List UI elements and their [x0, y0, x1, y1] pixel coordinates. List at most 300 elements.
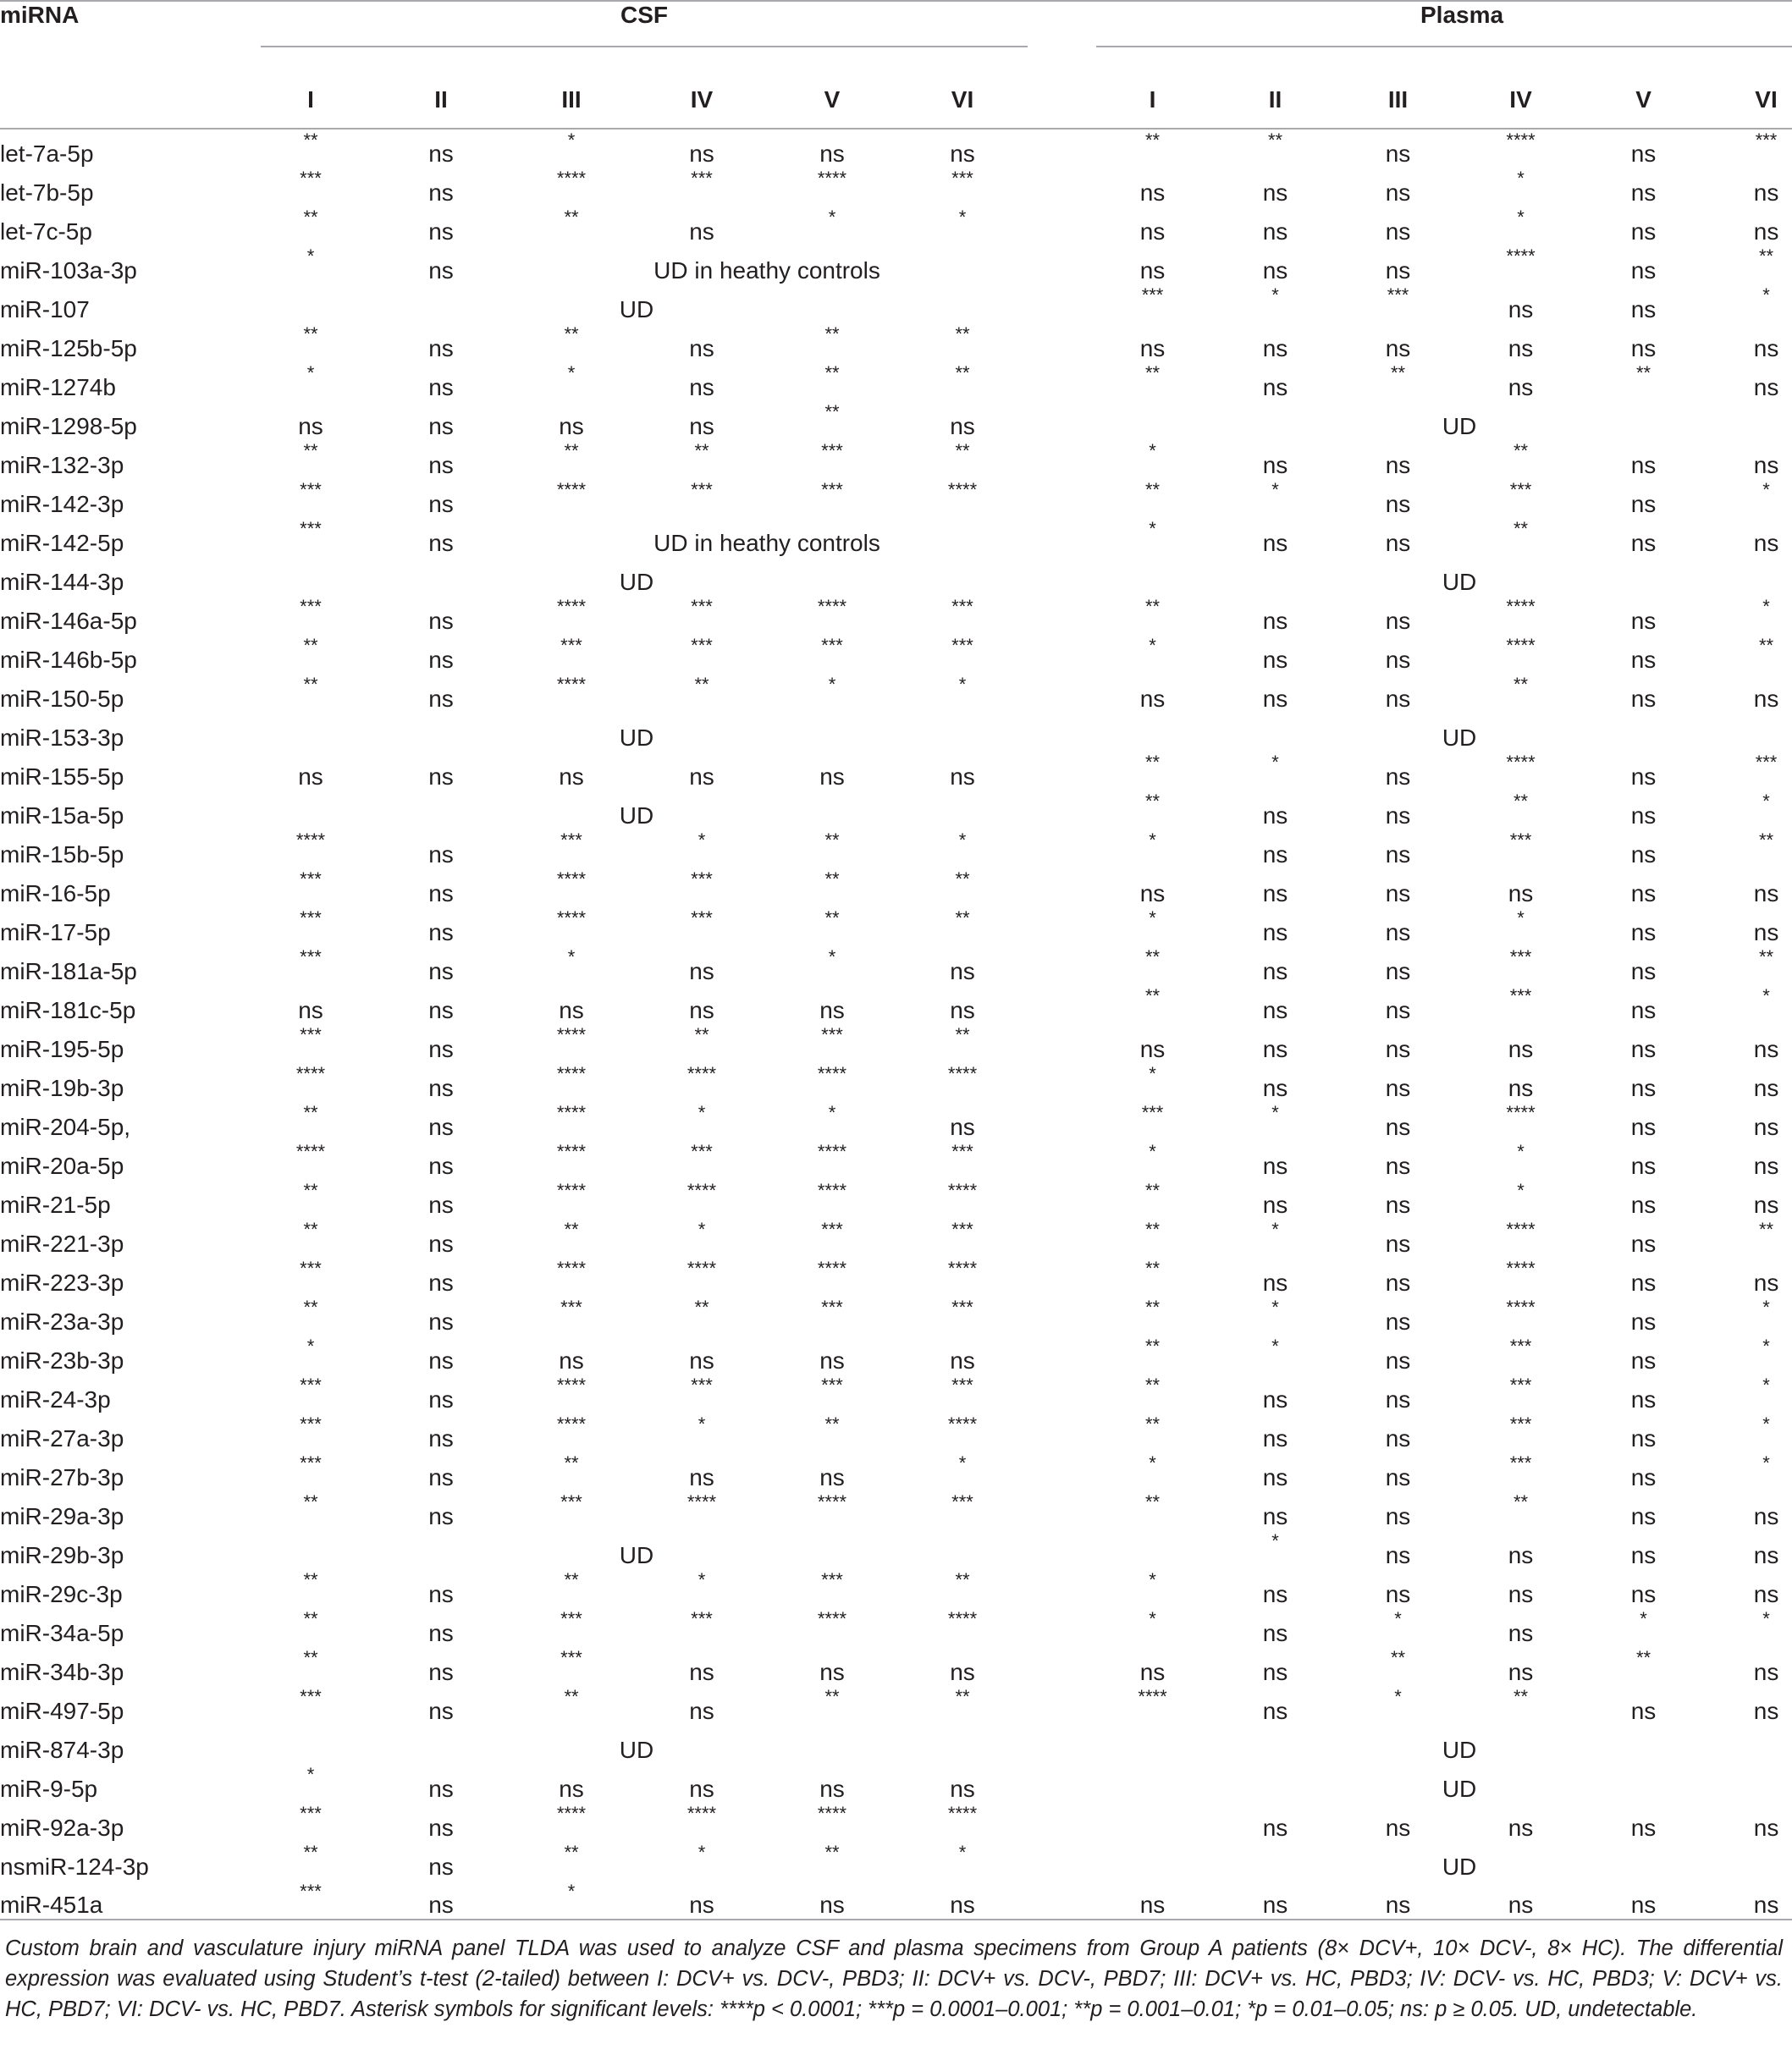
plasma-significance-cell: ns	[1630, 179, 1657, 206]
table-body	[0, 129, 1792, 1920]
csf-significance-cell: ****	[556, 1413, 587, 1435]
plasma-significance-cell: ns	[1753, 1192, 1779, 1218]
table-row	[0, 1491, 1792, 1530]
csf-significance-cell: ***	[691, 168, 713, 189]
csf-significance-cell: ***	[951, 168, 973, 189]
plasma-significance-cell: ns	[1385, 686, 1411, 712]
csf-significance-cell: **	[303, 635, 318, 656]
csf-significance-cell: ****	[556, 1141, 587, 1162]
csf-significance-cell: **	[564, 1686, 579, 1707]
group-gap	[1028, 1842, 1091, 1881]
plasma-significance-cell: ns	[1753, 686, 1779, 712]
csf-significance-cell: ns	[428, 1659, 454, 1685]
plasma-significance-cell: ns	[1630, 335, 1657, 361]
plasma-significance-cell: *	[1762, 985, 1770, 1006]
table-row	[0, 1102, 1792, 1141]
plasma-significance-cell: ns	[1630, 1308, 1657, 1335]
csf-significance-cell: **	[303, 323, 318, 344]
plasma-significance-cell: ns	[1753, 1503, 1779, 1529]
csf-significance-cell: ****	[295, 1063, 326, 1084]
csf-significance-cell: ns	[559, 1776, 584, 1802]
csf-significance-cell: **	[955, 1569, 970, 1590]
plasma-significance-cell: ns	[1753, 1270, 1779, 1296]
csf-significance-cell: ns	[428, 530, 454, 556]
table-row	[0, 635, 1792, 674]
csf-significance-cell: ***	[300, 1881, 322, 1902]
csf-significance-cell: **	[564, 207, 579, 228]
plasma-significance-cell: ns	[1385, 452, 1411, 478]
csf-significance-cell: ****	[947, 479, 978, 500]
csf-significance-cell: ns	[689, 140, 714, 167]
csf-significance-cell: **	[303, 1608, 318, 1629]
csf-significance-cell: **	[955, 868, 970, 890]
plasma-significance-cell: ns	[1385, 1114, 1411, 1140]
plasma-significance-cell: ns	[1385, 1347, 1411, 1374]
csf-significance-cell: **	[824, 907, 840, 928]
table-row	[0, 1764, 1792, 1803]
plasma-significance-cell: ns	[1508, 1581, 1534, 1607]
plasma-significance-cell: *	[1394, 1608, 1402, 1629]
csf-significance-cell: ****	[556, 674, 587, 695]
plasma-significance-cell: ns	[1262, 608, 1288, 634]
csf-significance-cell: **	[303, 1491, 318, 1512]
csf-significance-cell: ***	[821, 1219, 843, 1240]
csf-significance-cell: *	[958, 1842, 967, 1863]
plasma-significance-cell: *	[1762, 1297, 1770, 1318]
csf-undetectable-cell: UD	[619, 1542, 654, 1568]
plasma-significance-cell: ns	[1753, 335, 1779, 361]
csf-significance-cell: ns	[819, 1892, 845, 1918]
plasma-significance-cell: ***	[1509, 985, 1532, 1006]
csf-significance-cell: ***	[951, 596, 973, 617]
csf-significance-cell: ns	[428, 1425, 454, 1452]
plasma-significance-cell: ns	[1753, 1892, 1779, 1918]
csf-significance-cell: ns	[428, 1192, 454, 1218]
plasma-significance-cell: ns	[1262, 179, 1288, 206]
plasma-significance-cell: ns	[1753, 880, 1779, 906]
table-row	[0, 596, 1792, 635]
csf-significance-cell: **	[303, 1219, 318, 1240]
plasma-significance-cell: *	[1517, 168, 1525, 189]
csf-significance-cell: ***	[821, 1569, 843, 1590]
plasma-significance-cell: ns	[1139, 335, 1166, 361]
mirna-name: nsmiR-124-3p	[0, 1854, 149, 1880]
plasma-significance-cell: ns	[1139, 1892, 1166, 1918]
plasma-significance-cell: ns	[1139, 686, 1166, 712]
csf-significance-cell: ns	[428, 1698, 454, 1724]
csf-significance-cell: ****	[686, 1491, 717, 1512]
csf-significance-cell: ns	[298, 763, 323, 790]
plasma-significance-cell: **	[1144, 1258, 1161, 1279]
csf-significance-cell: ****	[556, 907, 587, 928]
csf-significance-cell: ****	[556, 1180, 587, 1201]
plasma-significance-cell: ns	[1385, 140, 1411, 167]
plasma-significance-cell: ns	[1385, 763, 1411, 790]
plasma-significance-cell: *	[1762, 1413, 1770, 1435]
csf-significance-cell: ns	[428, 958, 454, 984]
csf-significance-cell: ns	[950, 413, 975, 439]
mirna-name: miR-497-5p	[0, 1698, 124, 1724]
group-gap	[1028, 1, 1091, 69]
group-gap	[1028, 440, 1091, 479]
plasma-significance-cell: ns	[1262, 841, 1288, 868]
table-row	[0, 1569, 1792, 1608]
mirna-name: miR-23a-3p	[0, 1308, 124, 1335]
group-gap	[1028, 635, 1091, 674]
mirna-name: miR-146a-5p	[0, 608, 137, 634]
plasma-significance-cell: ns	[1508, 1542, 1534, 1568]
csf-significance-cell: ***	[300, 1375, 322, 1396]
mirna-name: miR-24-3p	[0, 1386, 111, 1413]
plasma-significance-cell: ***	[1509, 1452, 1532, 1474]
csf-significance-cell: *	[828, 674, 836, 695]
plasma-significance-cell: *	[1149, 440, 1156, 461]
plasma-significance-cell: *	[1762, 479, 1770, 500]
plasma-significance-cell: ns	[1385, 335, 1411, 361]
mirna-name: miR-103a-3p	[0, 257, 137, 284]
plasma-significance-cell: *	[1762, 284, 1770, 306]
plasma-significance-cell: ns	[1630, 1114, 1657, 1140]
mirna-name: miR-29c-3p	[0, 1581, 123, 1607]
plasma-significance-cell: ns	[1385, 179, 1411, 206]
csf-significance-cell: ns	[559, 763, 584, 790]
csf-significance-cell: ns	[819, 997, 845, 1023]
csf-significance-cell: ns	[950, 1659, 975, 1685]
plasma-significance-cell: ns	[1753, 1114, 1779, 1140]
csf-significance-cell: ****	[817, 1608, 847, 1629]
csf-significance-cell: *	[306, 245, 315, 267]
plasma-significance-cell: ns	[1385, 257, 1411, 284]
csf-significance-cell: ***	[300, 168, 322, 189]
mirna-name: miR-181c-5p	[0, 997, 136, 1023]
plasma-significance-cell: ns	[1385, 1815, 1411, 1841]
mirna-name: miR-155-5p	[0, 763, 124, 790]
csf-significance-cell: ns	[689, 997, 714, 1023]
csf-significance-cell: ***	[300, 1686, 322, 1707]
mirna-name: miR-451a	[0, 1892, 103, 1918]
plasma-significance-cell: ****	[1506, 245, 1536, 267]
csf-significance-cell: ns	[689, 1698, 714, 1724]
plasma-significance-cell: *	[1149, 829, 1156, 851]
mirna-name: miR-204-5p,	[0, 1114, 131, 1140]
plasma-significance-cell: **	[1513, 1491, 1529, 1512]
mirna-name: miR-34b-3p	[0, 1659, 124, 1685]
plasma-comparison-header: IV	[1509, 86, 1532, 113]
mirna-name: miR-874-3p	[0, 1737, 124, 1763]
csf-comparison-header: IV	[690, 86, 714, 113]
table-row	[0, 1608, 1792, 1647]
csf-significance-cell: ns	[428, 647, 454, 673]
plasma-significance-cell: *	[1149, 1608, 1156, 1629]
plasma-significance-cell: ns	[1630, 452, 1657, 478]
csf-significance-cell: *	[698, 1102, 706, 1123]
csf-significance-cell: **	[694, 674, 709, 695]
csf-significance-cell: **	[303, 674, 318, 695]
plasma-significance-cell: *	[1271, 284, 1279, 306]
csf-significance-cell: ***	[951, 635, 973, 656]
csf-significance-cell: ns	[819, 140, 845, 167]
group-gap	[1028, 1569, 1091, 1608]
table-row	[0, 713, 1792, 752]
table-row	[0, 401, 1792, 440]
plasma-significance-cell: ns	[1630, 686, 1657, 712]
plasma-significance-cell: ns	[1630, 1581, 1657, 1607]
csf-significance-cell: **	[564, 1842, 579, 1863]
plasma-significance-cell: ns	[1508, 1036, 1534, 1062]
table-row	[0, 829, 1792, 868]
csf-significance-cell: ns	[950, 763, 975, 790]
plasma-significance-cell: **	[1758, 245, 1774, 267]
csf-significance-cell: ns	[428, 1815, 454, 1841]
group-gap	[1028, 1336, 1091, 1375]
plasma-significance-cell: ns	[1262, 1386, 1288, 1413]
csf-significance-cell: ns	[428, 1503, 454, 1529]
plasma-significance-cell: ***	[1755, 752, 1778, 773]
csf-significance-cell: **	[955, 1024, 970, 1045]
group-gap	[1028, 868, 1091, 907]
plasma-significance-cell: ns	[1630, 140, 1657, 167]
plasma-significance-cell: ns	[1508, 1620, 1534, 1646]
plasma-significance-cell: ****	[1506, 752, 1536, 773]
plasma-significance-cell: *	[1271, 1297, 1279, 1318]
plasma-undetectable-cell: UD	[1442, 1854, 1477, 1880]
csf-significance-cell: ****	[947, 1413, 978, 1435]
group-gap	[1028, 1024, 1091, 1063]
mirna-name: miR-181a-5p	[0, 958, 137, 984]
plasma-significance-cell: ns	[1630, 647, 1657, 673]
plasma-comparison-header: II	[1268, 86, 1282, 113]
csf-undetectable-cell: UD	[619, 569, 654, 595]
csf-significance-cell: ns	[689, 1892, 714, 1918]
group-gap	[1028, 946, 1091, 985]
plasma-significance-cell: ns	[1262, 1581, 1288, 1607]
plasma-significance-cell: **	[1144, 1413, 1161, 1435]
plasma-significance-cell: ns	[1753, 374, 1779, 400]
csf-significance-cell: ns	[428, 1347, 454, 1374]
plasma-significance-cell: ns	[1385, 997, 1411, 1023]
csf-significance-cell: **	[564, 1452, 579, 1474]
csf-significance-cell: ***	[300, 1024, 322, 1045]
mirna-name: miR-142-3p	[0, 491, 124, 517]
csf-significance-cell: ***	[300, 596, 322, 617]
plasma-significance-cell: ****	[1506, 1219, 1536, 1240]
csf-significance-cell: ****	[686, 1803, 717, 1824]
csf-significance-cell: *	[567, 362, 576, 383]
csf-significance-cell: **	[303, 1102, 318, 1123]
plasma-significance-cell: ***	[1509, 946, 1532, 967]
csf-significance-cell: ns	[689, 1776, 714, 1802]
csf-significance-cell: ns	[428, 1620, 454, 1646]
plasma-group-header	[1091, 1, 1792, 69]
csf-significance-cell: ****	[556, 1024, 587, 1045]
csf-significance-cell: *	[306, 1336, 315, 1357]
table-row	[0, 440, 1792, 479]
plasma-significance-cell: *	[1762, 1608, 1770, 1629]
csf-significance-cell: ****	[947, 1803, 978, 1824]
plasma-significance-cell: *	[1762, 1375, 1770, 1396]
group-gap	[1028, 129, 1091, 168]
group-gap	[1028, 69, 1091, 129]
csf-significance-cell: **	[694, 1024, 709, 1045]
plasma-significance-cell: ns	[1385, 1386, 1411, 1413]
table-row	[0, 1725, 1792, 1764]
plasma-significance-cell: ***	[1141, 284, 1164, 306]
csf-significance-cell: **	[303, 440, 318, 461]
mirna-name: miR-20a-5p	[0, 1153, 124, 1179]
csf-significance-cell: ns	[559, 1347, 584, 1374]
plasma-significance-cell: ns	[1262, 1153, 1288, 1179]
plasma-significance-cell: ns	[1262, 958, 1288, 984]
plasma-significance-cell: *	[1517, 907, 1525, 928]
table-row	[0, 362, 1792, 401]
plasma-significance-cell: ns	[1262, 452, 1288, 478]
plasma-significance-cell: ns	[1508, 296, 1534, 322]
group-gap	[1028, 674, 1091, 713]
plasma-significance-cell: **	[1758, 946, 1774, 967]
plasma-significance-cell: ns	[1630, 1425, 1657, 1452]
plasma-significance-cell: ns	[1508, 374, 1534, 400]
plasma-significance-cell: ns	[1139, 1659, 1166, 1685]
csf-significance-cell: *	[698, 1569, 706, 1590]
csf-significance-cell: *	[698, 1842, 706, 1863]
csf-significance-cell: ***	[951, 1219, 973, 1240]
mirna-name: miR-19b-3p	[0, 1075, 124, 1101]
csf-significance-cell: **	[824, 401, 840, 422]
csf-significance-cell: ***	[821, 1375, 843, 1396]
plasma-significance-cell: **	[1513, 674, 1529, 695]
csf-significance-cell: ****	[817, 1491, 847, 1512]
plasma-significance-cell: *	[1762, 596, 1770, 617]
csf-significance-cell: *	[958, 207, 967, 228]
plasma-significance-cell: ns	[1385, 1425, 1411, 1452]
csf-significance-cell: ****	[686, 1258, 717, 1279]
csf-significance-cell: **	[824, 1413, 840, 1435]
plasma-significance-cell: ns	[1262, 1192, 1288, 1218]
plasma-significance-cell: ns	[1385, 1075, 1411, 1101]
table-row	[0, 129, 1792, 168]
plasma-significance-cell: ns	[1262, 880, 1288, 906]
plasma-significance-cell: ns	[1262, 647, 1288, 673]
plasma-undetectable-cell: UD	[1442, 724, 1477, 751]
plasma-significance-cell: ns	[1630, 1347, 1657, 1374]
plasma-significance-cell: **	[1635, 362, 1651, 383]
plasma-significance-cell: *	[1149, 1569, 1156, 1590]
plasma-significance-cell: **	[1758, 635, 1774, 656]
csf-undetectable-cell: UD	[619, 802, 654, 829]
mirna-name: miR-92a-3p	[0, 1815, 124, 1841]
group-gap	[1028, 1219, 1091, 1258]
plasma-comparison-header: V	[1635, 86, 1651, 113]
group-gap	[1028, 829, 1091, 868]
table-row	[0, 557, 1792, 596]
plasma-significance-cell: **	[1513, 791, 1529, 812]
plasma-significance-cell: *	[1149, 1452, 1156, 1474]
plasma-significance-cell: ns	[1262, 1270, 1288, 1296]
plasma-significance-cell: *	[1149, 518, 1156, 539]
group-gap	[1028, 323, 1091, 362]
plasma-significance-cell: ***	[1387, 284, 1409, 306]
plasma-significance-cell: ns	[1139, 257, 1166, 284]
csf-significance-cell: ns	[689, 1347, 714, 1374]
csf-significance-cell: ns	[428, 841, 454, 868]
group-gap	[1028, 1413, 1091, 1452]
mirna-name: miR-21-5p	[0, 1192, 111, 1218]
csf-significance-cell: **	[955, 323, 970, 344]
csf-significance-cell: ***	[951, 1491, 973, 1512]
csf-significance-cell: ****	[556, 1258, 587, 1279]
plasma-significance-cell: **	[1758, 1219, 1774, 1240]
csf-significance-cell: **	[303, 1647, 318, 1668]
group-gap	[1028, 362, 1091, 401]
group-gap	[1028, 1686, 1091, 1725]
plasma-significance-cell: **	[1144, 129, 1161, 151]
plasma-significance-cell: ***	[1141, 1102, 1164, 1123]
mirna-name: miR-1274b	[0, 374, 116, 400]
table-row	[0, 1375, 1792, 1413]
csf-significance-cell: **	[564, 323, 579, 344]
csf-significance-cell: ns	[298, 413, 323, 439]
plasma-significance-cell: ns	[1630, 1036, 1657, 1062]
csf-significance-cell: ****	[817, 168, 847, 189]
table-row	[0, 207, 1792, 245]
plasma-significance-cell: ns	[1753, 1581, 1779, 1607]
plasma-significance-cell: **	[1758, 829, 1774, 851]
csf-significance-cell: **	[824, 1686, 840, 1707]
plasma-significance-cell: ns	[1630, 1386, 1657, 1413]
csf-significance-cell: ns	[428, 1581, 454, 1607]
plasma-significance-cell: *	[1762, 791, 1770, 812]
plasma-significance-cell: ns	[1385, 880, 1411, 906]
plasma-significance-cell: ns	[1630, 1464, 1657, 1490]
group-gap	[1028, 518, 1091, 557]
csf-significance-cell: *	[306, 1764, 315, 1785]
plasma-significance-cell: ns	[1262, 686, 1288, 712]
csf-significance-cell: **	[824, 362, 840, 383]
mirna-name: miR-16-5p	[0, 880, 111, 906]
plasma-comparison-header: I	[1149, 86, 1156, 113]
csf-significance-cell: *	[698, 1413, 706, 1435]
plasma-significance-cell: **	[1144, 1219, 1161, 1240]
plasma-significance-cell: ns	[1385, 1892, 1411, 1918]
group-gap	[1028, 401, 1091, 440]
csf-significance-cell: ns	[428, 763, 454, 790]
csf-significance-cell: ***	[300, 1258, 322, 1279]
csf-significance-cell: *	[828, 1102, 836, 1123]
csf-significance-cell: **	[955, 362, 970, 383]
table-row	[0, 674, 1792, 713]
plasma-comparison-header: VI	[1755, 86, 1778, 113]
table-row	[0, 1297, 1792, 1336]
csf-significance-cell: **	[694, 1297, 709, 1318]
table-row	[0, 245, 1792, 284]
csf-significance-cell: ***	[691, 635, 713, 656]
plasma-significance-cell: ns	[1630, 880, 1657, 906]
csf-undetectable-cell: UD in heathy controls	[653, 257, 880, 284]
plasma-significance-cell: ns	[1630, 608, 1657, 634]
table-row	[0, 479, 1792, 518]
plasma-significance-cell: **	[1513, 440, 1529, 461]
csf-significance-cell: ****	[295, 1141, 326, 1162]
plasma-significance-cell: ns	[1385, 1581, 1411, 1607]
plasma-significance-cell: ns	[1262, 218, 1288, 245]
csf-significance-cell: ns	[819, 763, 845, 790]
plasma-significance-cell: ns	[1385, 1036, 1411, 1062]
table-row	[0, 752, 1792, 791]
plasma-significance-cell: ns	[1385, 958, 1411, 984]
plasma-significance-cell: ns	[1262, 1036, 1288, 1062]
plasma-significance-cell: ns	[1630, 841, 1657, 868]
csf-significance-cell: ***	[691, 479, 713, 500]
